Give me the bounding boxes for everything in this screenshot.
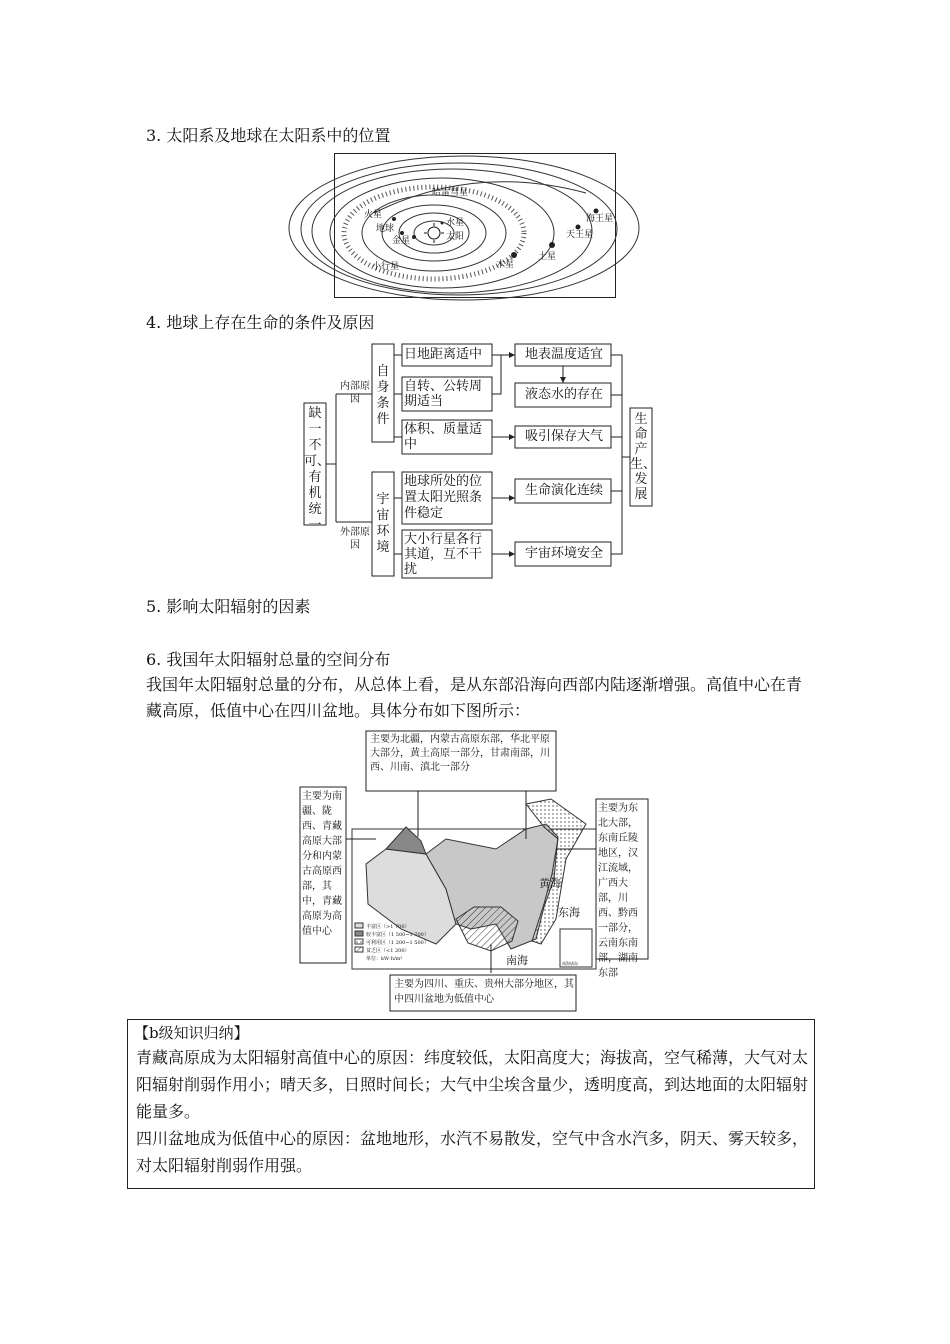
svg-text:较丰富区（1 500~1 700）: 较丰富区（1 500~1 700） bbox=[366, 932, 429, 938]
summary-qinghai: 青藏高原成为太阳辐射高值中心的原因：纬度较低，太阳高度大；海拔高，空气稀薄，大气对太阳辐射削弱作用小；晴天多，日照时间长；大气中尘埃含量少，透明度高，到达地面的太阳辐射能量多。 bbox=[136, 1048, 809, 1121]
svg-text:可利用区（1 200~1 500）: 可利用区（1 200~1 500） bbox=[366, 940, 429, 946]
summary-text bbox=[136, 1044, 808, 1179]
label-earth: 地球 bbox=[376, 224, 395, 234]
islands-label: 南海诸岛 bbox=[562, 961, 578, 966]
svg-text:单位：kW·h/m²: 单位：kW·h/m² bbox=[366, 956, 403, 962]
east-sea-label: 东海 bbox=[558, 906, 580, 919]
knowledge-summary-box bbox=[127, 1019, 815, 1189]
label-saturn: 土星 bbox=[538, 252, 557, 262]
solar-system-figure bbox=[334, 153, 616, 298]
label-halley: 哈雷彗星 bbox=[432, 188, 469, 198]
summary-sichuan: 四川盆地成为低值中心的原因：盆地地形，水汽不易散发，空气中含水汽多，阴天、雾天较多，对太阳辐射削弱作用强。 bbox=[136, 1129, 809, 1175]
label-asteroid: 小行星 bbox=[372, 262, 400, 272]
label-uranus: 天王星 bbox=[566, 230, 594, 240]
south-sea-label: 南海 bbox=[506, 954, 528, 967]
summary-tag: 【b级知识归纳】 bbox=[134, 1024, 249, 1042]
heading-radiation-distribution: 6. 我国年太阳辐射总量的空间分布 bbox=[146, 650, 391, 669]
china-radiation-map: 丰富区（>1 700） 较丰富区（1 500~1 700） 可利用区（1 200~1 500） 贫乏区（<1 200） 单位：kW·h/m² 南海诸岛 黄海 东海 南海 主要为北疆，内蒙古高原东部，华北平原大部分，黄土高原一部分，甘肃南部，川西、川南、滇北一部分 主要为南疆、陇西、青藏高原大部分和内蒙古高原西部，其中，青藏高原为高值中心 主要为东北大部，东南丘陵地区，汉江流域，广西大部，川西、黔西一部分，云南东南部，湖南东部 主要为四川、重庆、贵州大部分地区，其中四川盆地为低值中心 bbox=[296, 729, 652, 1013]
label-mars: 火星 bbox=[364, 210, 383, 220]
label-sun: 太阳 bbox=[446, 232, 465, 242]
label-mercury: 水星 bbox=[446, 218, 465, 228]
paragraph-distribution: 我国年太阳辐射总量的分布，从总体上看，是从东部沿海向西部内陆逐渐增强。高值中心在青藏高原，低值中心在四川盆地。具体分布如下图所示： bbox=[146, 675, 803, 720]
heading-radiation-factors: 5. 影响太阳辐射的因素 bbox=[146, 597, 311, 616]
heading-life-conditions: 4. 地球上存在生命的条件及原因 bbox=[146, 313, 375, 332]
heading-solar-system: 3. 太阳系及地球在太阳系中的位置 bbox=[146, 126, 391, 145]
life-conditions-diagram: 缺一不可、有机统一 内部原因 外部原因 自身条件 宇宙环境 日地距离适中 自转、公转周期适当 体积、质量适中 地球所处的位置太阳光照条件稳定 大小行星各行其道，互不干扰 地表温度适宜 液态水的存在 吸引保存大气 生命演化连续 宇宙环境安全 生命产生、发展 bbox=[296, 342, 668, 580]
label-jupiter: 木星 bbox=[496, 260, 515, 270]
svg-text:丰富区（>1 700）: 丰富区（>1 700） bbox=[366, 924, 410, 930]
yellow-sea-label: 黄海 bbox=[539, 877, 561, 890]
svg-text:贫乏区（<1 200）: 贫乏区（<1 200） bbox=[366, 948, 410, 954]
label-neptune: 海王星 bbox=[586, 214, 614, 224]
label-venus: 金星 bbox=[392, 236, 411, 246]
